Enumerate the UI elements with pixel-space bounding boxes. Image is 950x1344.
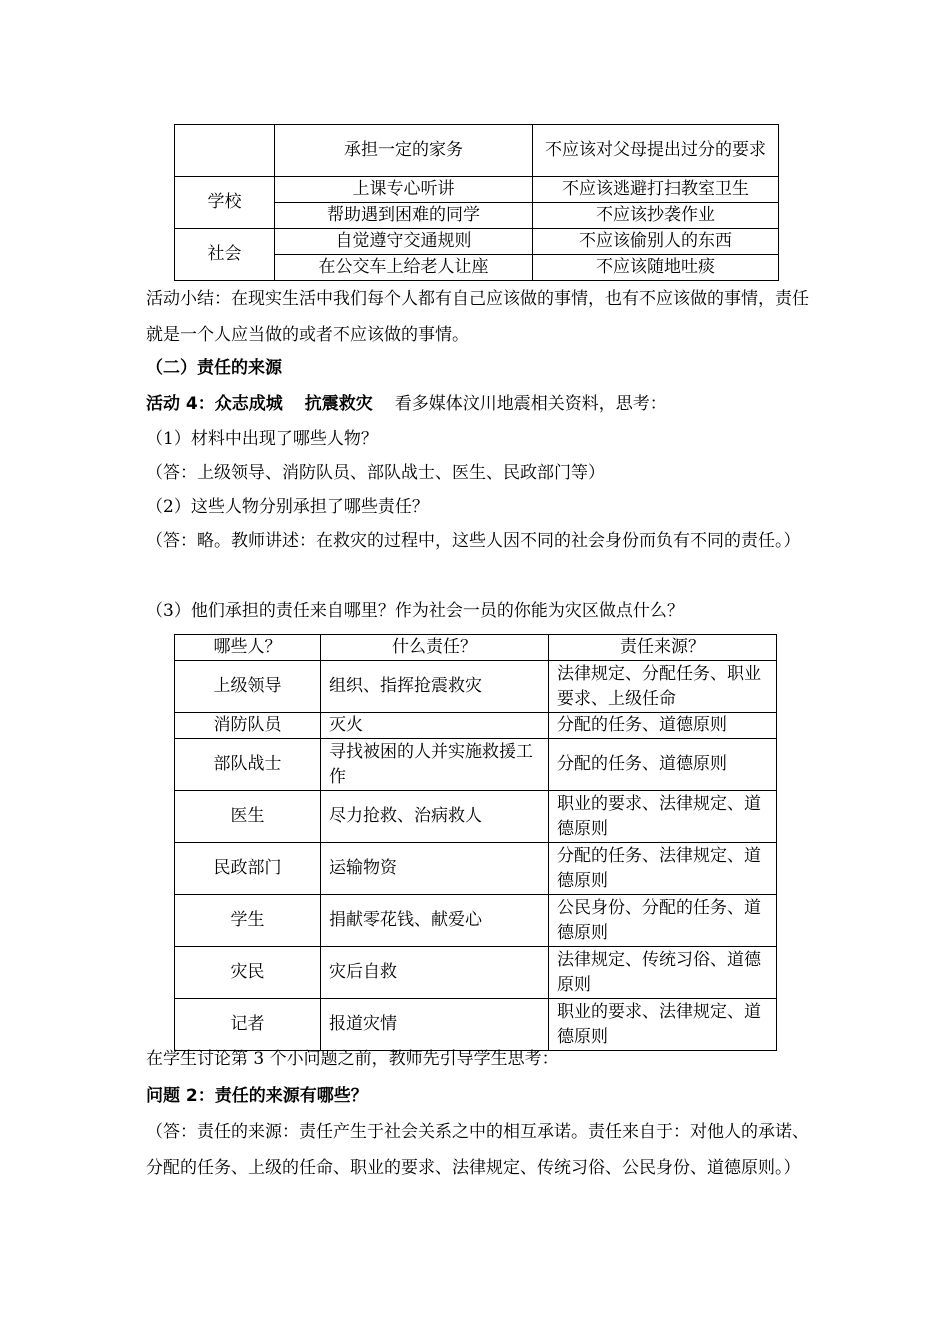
cell-source: 法律规定、传统习俗、道德原则 (549, 947, 777, 999)
cell-duty: 灾后自救 (321, 947, 549, 999)
question2-answer: （答：责任的来源：责任产生于社会关系之中的相互承诺。责任来自于：对他人的承诺、分配的任务、上级的任命、职业的要求、法律规定、传统习俗、公民身份、道德原则。） (146, 1122, 809, 1178)
cell-duty: 灭火 (321, 713, 549, 739)
responsibility-source-table (174, 634, 777, 1051)
table-cell-should-not: 不应该抄袭作业 (533, 203, 779, 229)
activity4-title: 活动 4：众志成城 (146, 394, 283, 414)
cell-who: 上级领导 (175, 661, 321, 713)
question2-title: 问题 2：责任的来源有哪些？ (146, 1086, 368, 1106)
cell-who: 民政部门 (175, 843, 321, 895)
table-cell-should-not: 不应该偷别人的东西 (533, 229, 779, 255)
question-2: （2）这些人物分别承担了哪些责任？ (146, 497, 429, 517)
cell-source: 分配的任务、道德原则 (549, 713, 777, 739)
answer-2: （答：略。教师讲述：在救灾的过程中，这些人因不同的社会身份而负有不同的责任。） (146, 531, 801, 551)
section-title: （二）责任的来源 (146, 358, 282, 378)
cell-source: 职业的要求、法律规定、道德原则 (549, 999, 777, 1051)
table-row (175, 713, 777, 739)
cell-who: 灾民 (175, 947, 321, 999)
header-source: 责任来源？ (549, 635, 777, 661)
cell-source: 法律规定、分配任务、职业要求、上级任命 (549, 661, 777, 713)
cell-duty: 报道灾情 (321, 999, 549, 1051)
table-cell-should-not: 不应该随地吐痰 (533, 255, 779, 281)
responsibility-table (174, 124, 779, 281)
table-header-row (175, 635, 777, 661)
activity4-text: 看多媒体汶川地震相关资料，思考： (394, 394, 667, 414)
table-cell-should: 上课专心听讲 (275, 177, 533, 203)
table-cell-should: 承担一定的家务 (275, 125, 533, 177)
answer-1: （答：上级领导、消防队员、部队战士、医生、民政部门等） (146, 463, 605, 483)
table-row (175, 843, 777, 895)
table-row (175, 895, 777, 947)
cell-duty: 寻找被困的人并实施救援工作 (321, 739, 549, 791)
cell-source: 分配的任务、法律规定、道德原则 (549, 843, 777, 895)
question-1: （1）材料中出现了哪些人物？ (146, 429, 378, 449)
question-3: （3）他们承担的责任来自哪里？作为社会一员的你能为灾区做点什么？ (146, 601, 684, 621)
cell-duty: 运输物资 (321, 843, 549, 895)
cell-who: 医生 (175, 791, 321, 843)
table-row (175, 791, 777, 843)
table-row (175, 229, 779, 255)
header-who: 哪些人？ (175, 635, 321, 661)
table-row (175, 999, 777, 1051)
table-cell-should: 帮助遇到困难的同学 (275, 203, 533, 229)
table-cell-category: 社会 (175, 229, 275, 281)
table-row (175, 125, 779, 177)
activity-summary: 活动小结：在现实生活中我们每个人都有自己应该做的事情，也有不应该做的事情，责任就是一个人应当做的或者不应该做的事情。 (146, 289, 809, 345)
table-cell-should: 在公交车上给老人让座 (275, 255, 533, 281)
activity4-heading (146, 386, 816, 422)
activity4-subtitle: 抗震救灾 (304, 394, 373, 414)
table-cell-should-not: 不应该逃避打扫教室卫生 (533, 177, 779, 203)
table-cell-category: 学校 (175, 177, 275, 229)
table-row (175, 739, 777, 791)
cell-who: 学生 (175, 895, 321, 947)
table-row (175, 661, 777, 713)
table-row (175, 177, 779, 203)
cell-who: 消防队员 (175, 713, 321, 739)
cell-source: 公民身份、分配的任务、道德原则 (549, 895, 777, 947)
header-duty: 什么责任？ (321, 635, 549, 661)
table-cell-should-not: 不应该对父母提出过分的要求 (533, 125, 779, 177)
cell-duty: 尽力抢救、治病救人 (321, 791, 549, 843)
cell-duty: 捐献零花钱、献爱心 (321, 895, 549, 947)
teacher-guide: 在学生讨论第 3 个小问题之前，教师先引导学生思考： (146, 1049, 559, 1069)
cell-who: 部队战士 (175, 739, 321, 791)
table-row (175, 947, 777, 999)
cell-source: 职业的要求、法律规定、道德原则 (549, 791, 777, 843)
cell-duty: 组织、指挥抢震救灾 (321, 661, 549, 713)
cell-source: 分配的任务、道德原则 (549, 739, 777, 791)
table-cell-category (175, 125, 275, 177)
table-cell-should: 自觉遵守交通规则 (275, 229, 533, 255)
cell-who: 记者 (175, 999, 321, 1051)
